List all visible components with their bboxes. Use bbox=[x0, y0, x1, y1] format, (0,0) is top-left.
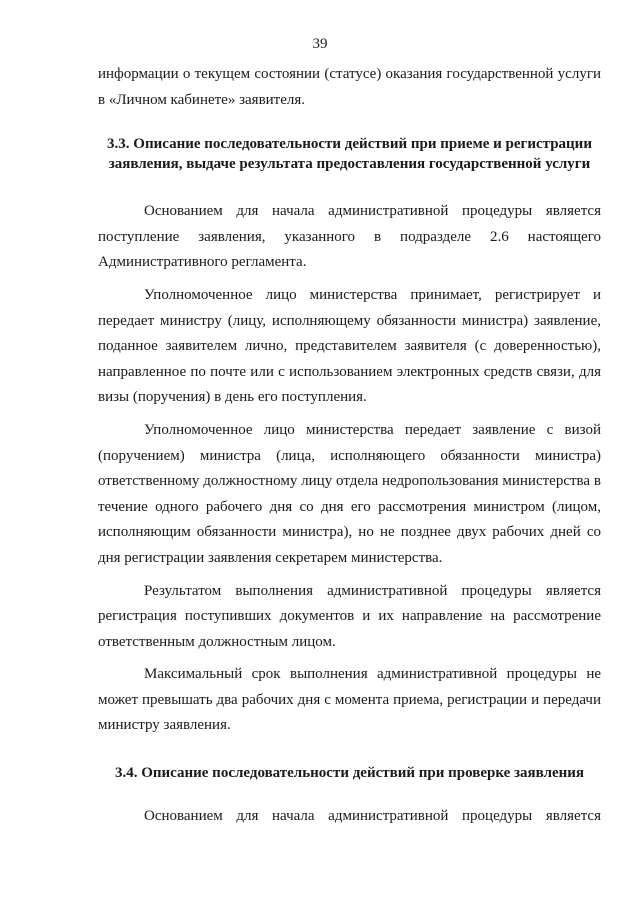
paragraph-max-term: Максимальный срок выполнения административной процедуры не может превышать два рабочих дня с момента приема, регистрации и передачи министру заявления. bbox=[98, 666, 601, 734]
section-heading-3-4: 3.4. Описание последовательности действий при проверке заявления bbox=[114, 765, 585, 782]
paragraph-registration: Уполномоченное лицо министерства принимает, регистрирует и передает министру (лицу, исполняющему обязанности министра) заявление, поданное заявителем лично, представителем заявителя (с доверенностью), направленное по почте или с использованием электронных средств связи, для визы (поручения) в день его поступления. bbox=[98, 286, 601, 406]
page-content bbox=[98, 62, 601, 830]
page-number: 39 bbox=[312, 36, 328, 52]
paragraph-basis: Основанием для начала административной процедуры является поступление заявления, указанного в подразделе 2.6 настоящего Административного регламента. bbox=[98, 203, 601, 271]
paragraph-transfer: Уполномоченное лицо министерства передает заявление с визой (поручением) министра (лица, исполняющего обязанности министра) ответственному должностному лицу отдела недропользования министерства в течение одного рабочего дня со дня его рассмотрения министром (лицом, исполняющим обязанности министра), но не позднее двух рабочих дней со дня регистрации заявления секретарем министерства. bbox=[98, 421, 601, 566]
section-heading-3-3: 3.3. Описание последовательности действий при приеме и регистрации заявления, выдаче результата предоставления государственной услуги bbox=[107, 136, 592, 173]
paragraph-continuation: информации о текущем состоянии (статусе) оказания государственной услуги в «Личном кабинете» заявителя. bbox=[98, 66, 601, 108]
paragraph-basis-3-4: Основанием для начала административной процедуры является bbox=[144, 808, 601, 825]
paragraph-result: Результатом выполнения административной процедуры является регистрация поступивших документов и их направление на рассмотрение ответственным должностным лицом. bbox=[98, 582, 601, 650]
